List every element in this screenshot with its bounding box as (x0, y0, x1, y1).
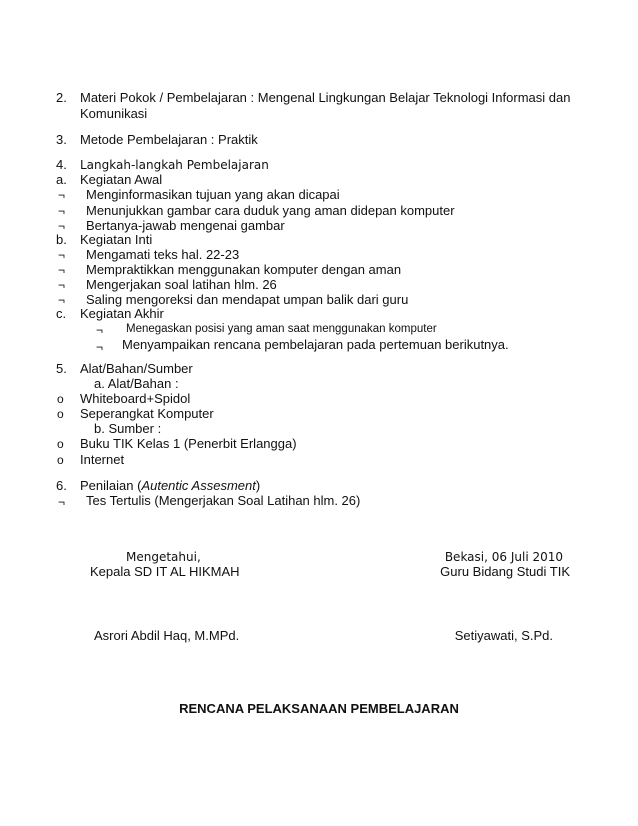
dash-bullet-icon: ¬ (58, 219, 66, 233)
list-item: Saling mengoreksi dan mendapat umpan balik dari guru (86, 292, 409, 307)
circle-bullet-icon: o (57, 407, 64, 421)
metode-text: Metode Pembelajaran : Praktik (80, 132, 258, 147)
sig-right-role: Guru Bidang Studi TIK (440, 564, 570, 579)
circle-bullet-icon: o (57, 437, 64, 451)
sig-left-label: Mengetahui, (126, 550, 201, 564)
sig-left-role: Kepala SD IT AL HIKMAH (90, 564, 240, 579)
list-item: Menunjukkan gambar cara duduk yang aman didepan komputer (86, 203, 455, 218)
list-item: Mengerjakan soal latihan hlm. 26 (86, 277, 277, 292)
materi-line1: Materi Pokok / Pembelajaran : Mengenal Lingkungan Belajar Teknologi Informasi dan (80, 90, 571, 105)
list-item: Internet (80, 452, 125, 467)
akhir-title: Kegiatan Akhir (80, 306, 164, 321)
inti-title: Kegiatan Inti (80, 232, 153, 247)
item-number: 4. (56, 157, 67, 172)
bahan-title: a. Alat/Bahan : (94, 376, 179, 391)
list-item: Menegaskan posisi yang aman saat menggunakan komputer (126, 323, 437, 335)
awal-title: Kegiatan Awal (80, 172, 163, 187)
list-item: Mengamati teks hal. 22-23 (86, 247, 240, 262)
sig-right-name: Setiyawati, S.Pd. (454, 628, 553, 643)
list-item: Menyampaikan rencana pembelajaran pada pertemuan berikutnya. (122, 337, 509, 352)
penilaian-title (80, 478, 260, 494)
penilaian-italic: Autentic Assesment (141, 478, 256, 493)
dash-bullet-icon: ¬ (96, 340, 104, 354)
item-number: 2. (56, 90, 67, 105)
list-item: Mempraktikkan menggunakan komputer dengan aman (86, 262, 402, 277)
dash-bullet-icon: ¬ (58, 204, 66, 218)
dash-bullet-icon: ¬ (58, 495, 66, 509)
list-item: Tes Tertulis (Mengerjakan Soal Latihan hlm. 26) (86, 493, 361, 508)
sub-letter: b. (56, 232, 67, 247)
dash-bullet-icon: ¬ (58, 278, 66, 292)
sub-letter: c. (56, 306, 67, 321)
alat-title: Alat/Bahan/Sumber (80, 361, 193, 376)
item-number: 6. (56, 478, 67, 493)
item-number: 3. (56, 132, 67, 147)
list-item: Seperangkat Komputer (80, 406, 214, 421)
item-number: 5. (56, 361, 67, 376)
penilaian-suffix: ) (255, 478, 261, 493)
langkah-title: Langkah-langkah Pembelajaran (80, 158, 269, 172)
penilaian-prefix: Penilaian ( (80, 478, 142, 493)
circle-bullet-icon: o (57, 392, 64, 406)
dash-bullet-icon: ¬ (58, 248, 66, 262)
dash-bullet-icon: ¬ (58, 293, 66, 307)
list-item: Buku TIK Kelas 1 (Penerbit Erlangga) (80, 436, 297, 451)
document-title: RENCANA PELAKSANAAN PEMBELAJARAN (179, 701, 459, 716)
sig-left-name: Asrori Abdil Haq, M.MPd. (94, 628, 240, 643)
circle-bullet-icon: o (57, 453, 64, 467)
sub-letter: a. (56, 172, 67, 187)
sumber-title: b. Sumber : (94, 421, 162, 436)
list-item: Whiteboard+Spidol (80, 391, 191, 406)
list-item: Menginformasikan tujuan yang akan dicapai (86, 187, 340, 202)
dash-bullet-icon: ¬ (58, 263, 66, 277)
dash-bullet-icon: ¬ (58, 188, 66, 202)
dash-bullet-icon: ¬ (96, 323, 104, 337)
list-item: Bertanya-jawab mengenai gambar (86, 218, 285, 233)
materi-line2: Komunikasi (80, 106, 148, 121)
sig-right-label: Bekasi, 06 Juli 2010 (444, 550, 563, 564)
